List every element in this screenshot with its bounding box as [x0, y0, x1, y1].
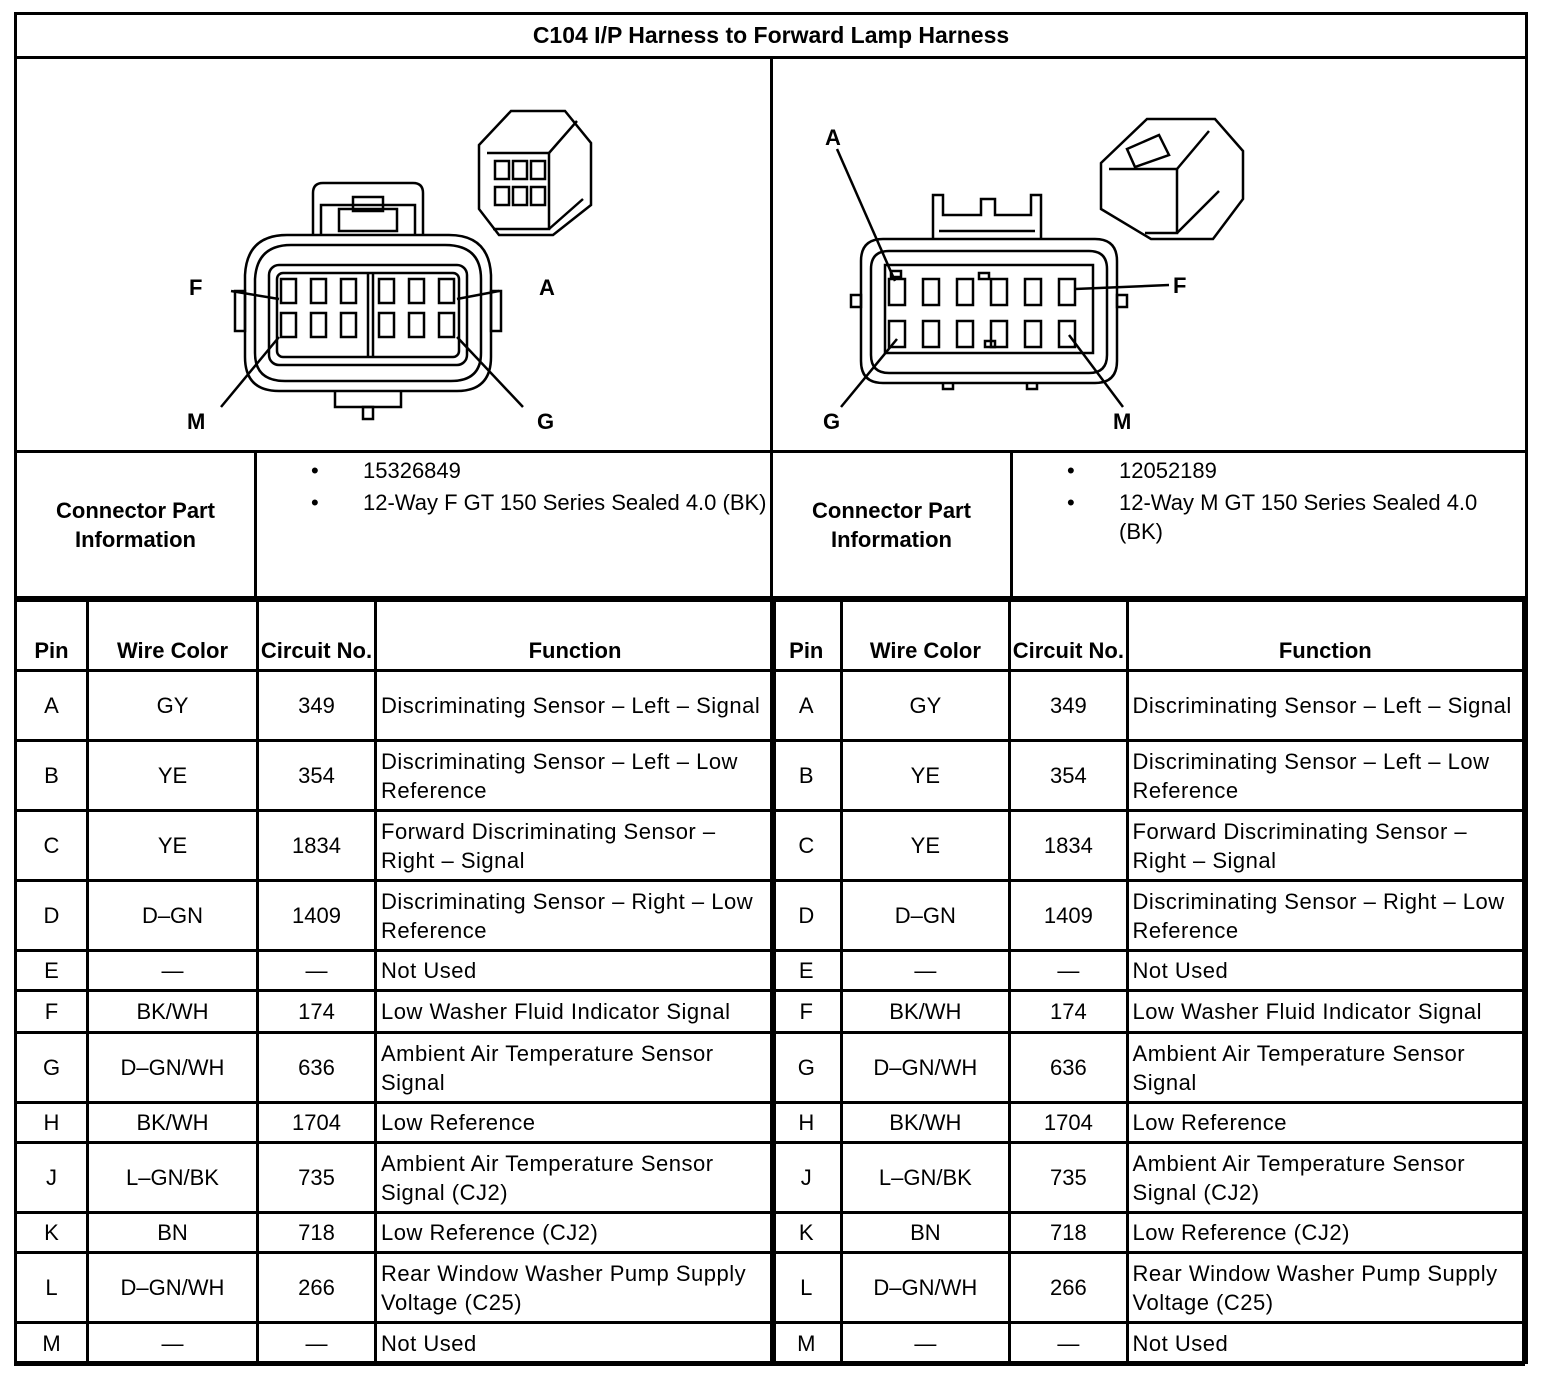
circuit-cell: 1704: [258, 1103, 376, 1143]
circuit-cell: 735: [1010, 1143, 1127, 1213]
header-wire-color: Wire Color: [841, 601, 1010, 671]
function-cell: Low Washer Fluid Indicator Signal: [1127, 991, 1523, 1033]
wire-color-cell: BK/WH: [88, 1103, 258, 1143]
pin-cell: J: [772, 1143, 842, 1213]
table-row: [772, 881, 1524, 951]
function-cell: Low Reference (CJ2): [376, 1213, 775, 1253]
left-info-body: [257, 453, 773, 596]
pin-cell: J: [16, 1143, 88, 1213]
function-cell: Ambient Air Temperature Sensor Signal (CJ2): [1127, 1143, 1523, 1213]
table-row: [772, 1143, 1524, 1213]
header-function: Function: [376, 601, 775, 671]
table-row: [772, 1253, 1524, 1323]
table-row: [16, 811, 775, 881]
function-cell: Rear Window Washer Pump Supply Voltage (C25): [1127, 1253, 1523, 1323]
male-connector-diagram: [773, 59, 1525, 453]
header-circuit: Circuit No.: [258, 601, 376, 671]
table-row: [16, 671, 775, 741]
left-part-number: • 15326849: [311, 458, 461, 483]
function-cell: Low Washer Fluid Indicator Signal: [376, 991, 775, 1033]
wire-color-cell: YE: [88, 811, 258, 881]
pin-cell: G: [772, 1033, 842, 1103]
pin-label-M: M: [1113, 409, 1132, 434]
table-row: [772, 1323, 1524, 1365]
pin-cell: G: [16, 1033, 88, 1103]
table-row: [772, 951, 1524, 991]
pin-cell: A: [16, 671, 88, 741]
wire-color-cell: GY: [88, 671, 258, 741]
circuit-cell: 1834: [258, 811, 376, 881]
pin-label-A: A: [539, 275, 555, 300]
function-cell: Rear Window Washer Pump Supply Voltage (C25): [376, 1253, 775, 1323]
circuit-cell: 1704: [1010, 1103, 1127, 1143]
table-row: [16, 1323, 775, 1365]
table-row: [16, 1143, 775, 1213]
pin-label-F: F: [189, 275, 203, 300]
table-row: [772, 1103, 1524, 1143]
function-cell: Ambient Air Temperature Sensor Signal: [376, 1033, 775, 1103]
connector-end-view-sheet: [14, 12, 1528, 1364]
circuit-cell: 1834: [1010, 811, 1127, 881]
function-cell: Not Used: [1127, 1323, 1523, 1365]
wire-color-cell: —: [841, 1323, 1010, 1365]
wire-color-cell: YE: [841, 811, 1010, 881]
function-cell: Discriminating Sensor – Left – Low Reference: [376, 741, 775, 811]
left-info-label: Connector Part Information: [17, 453, 257, 596]
function-cell: Discriminating Sensor – Left – Signal: [1127, 671, 1523, 741]
header-circuit: Circuit No.: [1010, 601, 1127, 671]
wire-color-cell: D–GN/WH: [841, 1033, 1010, 1103]
right-pin-table: [770, 599, 1525, 1366]
circuit-cell: 636: [258, 1033, 376, 1103]
pin-cell: C: [772, 811, 842, 881]
circuit-cell: —: [258, 951, 376, 991]
header-pin: Pin: [772, 601, 842, 671]
wire-color-cell: D–GN/WH: [88, 1253, 258, 1323]
circuit-cell: 735: [258, 1143, 376, 1213]
female-connector-diagram: [17, 59, 773, 453]
function-cell: Ambient Air Temperature Sensor Signal (CJ2): [376, 1143, 775, 1213]
table-row: [16, 741, 775, 811]
wire-color-cell: —: [88, 951, 258, 991]
page-title: C104 I/P Harness to Forward Lamp Harness: [17, 15, 1525, 59]
pin-label-A: A: [825, 125, 841, 150]
connector-part-info-row: [17, 453, 1525, 599]
circuit-cell: 1409: [258, 881, 376, 951]
table-row: [16, 1103, 775, 1143]
table-row: [16, 1253, 775, 1323]
pin-cell: B: [772, 741, 842, 811]
pin-cell: M: [16, 1323, 88, 1365]
circuit-cell: 349: [1010, 671, 1127, 741]
function-cell: Not Used: [1127, 951, 1523, 991]
pin-cell: K: [772, 1213, 842, 1253]
function-cell: Discriminating Sensor – Left – Low Reference: [1127, 741, 1523, 811]
circuit-cell: 718: [1010, 1213, 1127, 1253]
right-info-label: Connector Part Information: [773, 453, 1013, 596]
wire-color-cell: L–GN/BK: [88, 1143, 258, 1213]
circuit-cell: 354: [1010, 741, 1127, 811]
table-row: [16, 1213, 775, 1253]
wire-color-cell: BK/WH: [88, 991, 258, 1033]
table-row: [16, 991, 775, 1033]
circuit-cell: 636: [1010, 1033, 1127, 1103]
pin-cell: C: [16, 811, 88, 881]
right-info-body: [1013, 453, 1525, 596]
circuit-cell: 266: [1010, 1253, 1127, 1323]
wire-color-cell: BK/WH: [841, 1103, 1010, 1143]
circuit-cell: 174: [258, 991, 376, 1033]
pin-cell: K: [16, 1213, 88, 1253]
pin-cell: E: [16, 951, 88, 991]
pin-cell: A: [772, 671, 842, 741]
function-cell: Discriminating Sensor – Right – Low Reference: [376, 881, 775, 951]
pin-cell: E: [772, 951, 842, 991]
pin-cell: D: [16, 881, 88, 951]
wire-color-cell: D–GN: [841, 881, 1010, 951]
female-connector-drawing: [17, 59, 773, 453]
wire-color-cell: —: [88, 1323, 258, 1365]
wire-color-cell: BN: [841, 1213, 1010, 1253]
function-cell: Not Used: [376, 951, 775, 991]
table-row: [16, 881, 775, 951]
pin-cell: H: [16, 1103, 88, 1143]
pin-cell: H: [772, 1103, 842, 1143]
circuit-cell: —: [258, 1323, 376, 1365]
circuit-cell: 1409: [1010, 881, 1127, 951]
wire-color-cell: BN: [88, 1213, 258, 1253]
wire-color-cell: D–GN: [88, 881, 258, 951]
header-pin: Pin: [16, 601, 88, 671]
pin-cell: D: [772, 881, 842, 951]
wire-color-cell: D–GN/WH: [841, 1253, 1010, 1323]
function-cell: Low Reference (CJ2): [1127, 1213, 1523, 1253]
pin-label-M: M: [187, 409, 206, 434]
pin-label-G: G: [537, 409, 555, 434]
table-row: [772, 671, 1524, 741]
wire-color-cell: D–GN/WH: [88, 1033, 258, 1103]
wire-color-cell: L–GN/BK: [841, 1143, 1010, 1213]
pin-label-F: F: [1173, 273, 1187, 298]
circuit-cell: 718: [258, 1213, 376, 1253]
pin-cell: B: [16, 741, 88, 811]
header-wire-color: Wire Color: [88, 601, 258, 671]
male-connector-drawing: [773, 59, 1525, 453]
function-cell: Discriminating Sensor – Right – Low Reference: [1127, 881, 1523, 951]
wire-color-cell: YE: [841, 741, 1010, 811]
pin-cell: F: [16, 991, 88, 1033]
right-part-number: • 12052189: [1067, 458, 1217, 483]
table-row: [16, 1033, 775, 1103]
function-cell: Discriminating Sensor – Left – Signal: [376, 671, 775, 741]
circuit-cell: 266: [258, 1253, 376, 1323]
pin-cell: L: [772, 1253, 842, 1323]
function-cell: Low Reference: [376, 1103, 775, 1143]
table-row: [772, 1213, 1524, 1253]
circuit-cell: 349: [258, 671, 376, 741]
pin-cell: L: [16, 1253, 88, 1323]
function-cell: Not Used: [376, 1323, 775, 1365]
header-function: Function: [1127, 601, 1523, 671]
function-cell: Forward Discriminating Sensor – Right – Signal: [1127, 811, 1523, 881]
function-cell: Forward Discriminating Sensor – Right – Signal: [376, 811, 775, 881]
right-connector-description: • 12-Way M GT 150 Series Sealed 4.0 (BK): [1067, 490, 1478, 544]
function-cell: Low Reference: [1127, 1103, 1523, 1143]
pin-cell: F: [772, 991, 842, 1033]
pin-cell: M: [772, 1323, 842, 1365]
pin-label-G: G: [823, 409, 841, 434]
wire-color-cell: —: [841, 951, 1010, 991]
table-row: [772, 741, 1524, 811]
circuit-cell: 174: [1010, 991, 1127, 1033]
table-row: [772, 1033, 1524, 1103]
table-row: [772, 811, 1524, 881]
wire-color-cell: BK/WH: [841, 991, 1010, 1033]
circuit-cell: 354: [258, 741, 376, 811]
wire-color-cell: YE: [88, 741, 258, 811]
circuit-cell: —: [1010, 951, 1127, 991]
left-pin-table: [14, 599, 776, 1366]
left-connector-description: • 12-Way F GT 150 Series Sealed 4.0 (BK): [311, 490, 767, 515]
circuit-cell: —: [1010, 1323, 1127, 1365]
table-row: [16, 951, 775, 991]
wire-color-cell: GY: [841, 671, 1010, 741]
function-cell: Ambient Air Temperature Sensor Signal: [1127, 1033, 1523, 1103]
table-row: [772, 991, 1524, 1033]
